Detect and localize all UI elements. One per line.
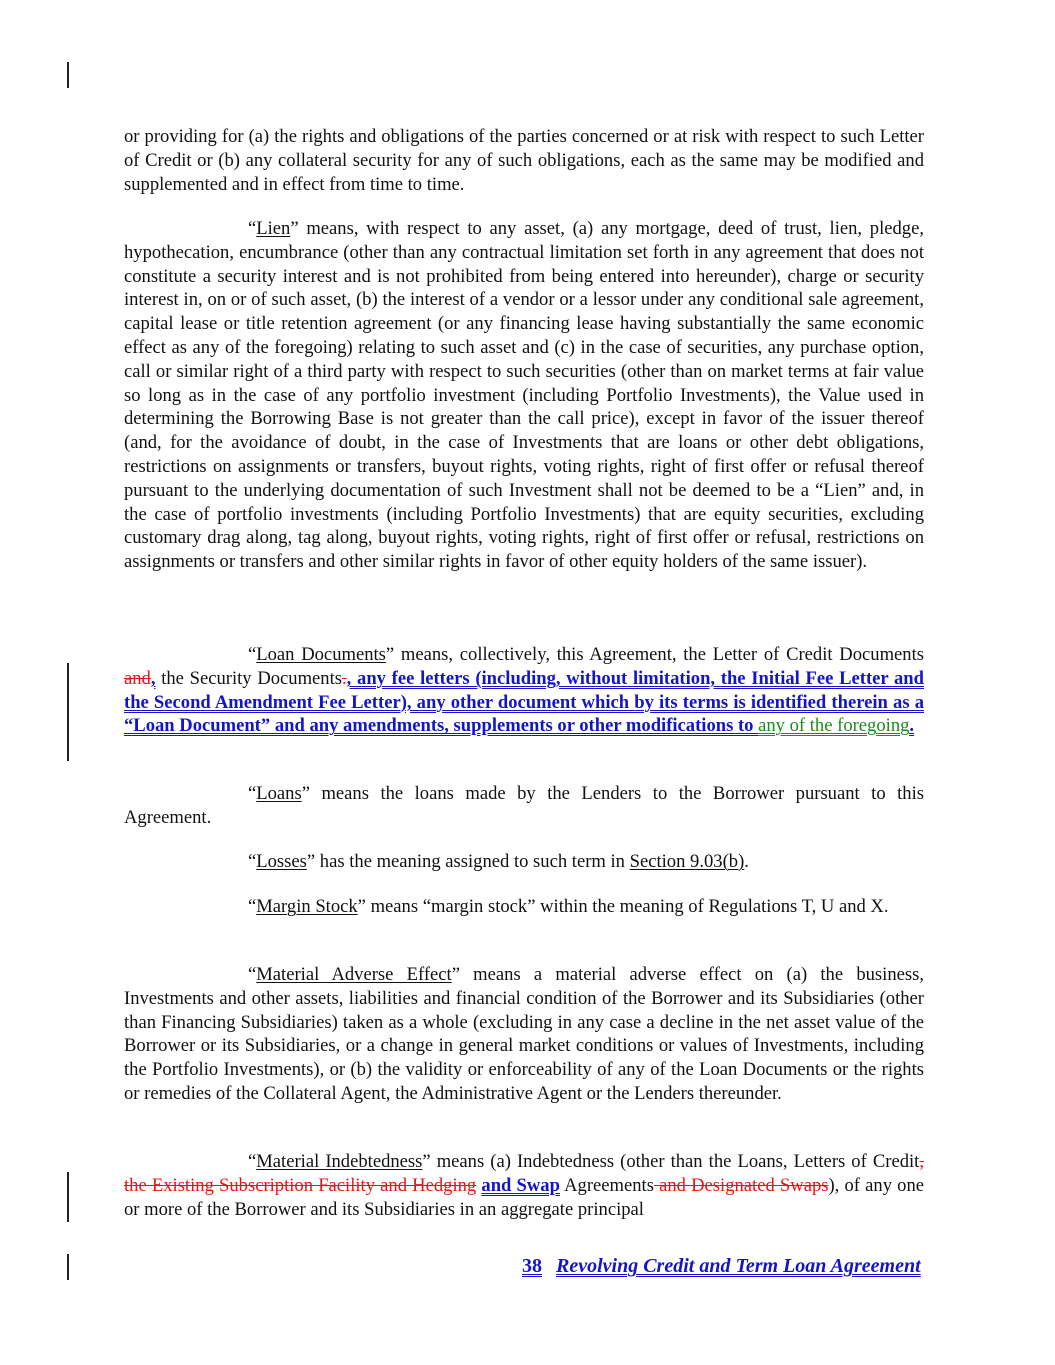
paragraph-continuation bbox=[124, 125, 924, 196]
deleted-text: . bbox=[342, 667, 347, 689]
definition-body: ” means a material adverse effect on (a) the business, Investments and other assets, liabilities and financial condition of the Borrower and its Subsidiaries (other than Financing Subsidiaries) taken as a whole (excluding in any case a decline in the net asset value of the Borrower or its Subsidiaries, or a change in general market conditions or values of Investments, including the Portfolio Investments), or (b) the validity or enforceability of any of the Loan Documents or the rights or remedies of the Collateral Agent, the Administrative Agent or the Lenders thereunder. bbox=[124, 964, 924, 1104]
defined-term: Margin Stock bbox=[256, 896, 358, 917]
defined-term: Material Adverse Effect bbox=[256, 964, 452, 985]
change-bar bbox=[67, 1254, 69, 1280]
change-bar bbox=[67, 62, 69, 88]
document-title: Revolving Credit and Term Loan Agreement bbox=[556, 1255, 921, 1277]
inserted-text: , any fee letters (including, without limitation, the Initial Fee Letter and the Second Amendment Fee Letter), any other document which by its terms is identified therein as a “Loan Document” and any amendments, supplements or other modifications to bbox=[124, 667, 924, 737]
change-bar bbox=[67, 663, 69, 761]
moved-text: any of the foregoing bbox=[758, 715, 910, 737]
inserted-text: and Swap bbox=[481, 1174, 560, 1196]
page-number: 38 bbox=[522, 1255, 542, 1277]
definition-lien: “Lien” means, with respect to any asset, (a) any mortgage, deed of trust, lien, pledge, hypothecation, encumbrance (other than any contractual limitation set forth in any agreement that does not constitute a security interest and is not prohibited from being entered into hereunder), charge or security interest in, on or of such asset, (b) the interest of a vendor or a lessor under any conditional sale agreement, capital lease or title retention agreement (or any financing lease having substantially the same economic effect as any of the foregoing) relating to such asset and (c) in the case of securities, any purchase option, call or similar right of a third party with respect to such securities (other than on market terms at fair value so long as in the case of any portfolio investment (including Portfolio Investments), the Value used in determining the Borrowing Base is not greater than the call price), except in favor of the issuer thereof (and, for the avoidance of doubt, in the case of Investments that are loans or other debt obligations, restrictions on assignments or transfers, buyout rights, voting rights, right of first offer or refusal thereof pursuant to the underlying documentation of such Investment shall not be deemed to be a “Lien” and, in the case of portfolio investments (including Portfolio Investments) that are equity securities, excluding customary drag along, tag along, buyout rights, voting rights, right of first offer or refusal, restrictions on assignments or transfers and other similar rights in favor of other equity holders of the same issuer). bbox=[124, 218, 924, 573]
defined-term: Loan Documents bbox=[256, 644, 386, 665]
defined-term: Lien bbox=[256, 218, 291, 239]
deleted-text: , the Existing Subscription Facility and Hedging bbox=[124, 1151, 924, 1196]
definition-body: ” means, with respect to any asset, (a) any mortgage, deed of trust, lien, pledge, hypothecation, encumbrance (other than any contractual limitation set forth in any agreement that does not constitute a security interest and is not prohibited from being entered into hereunder), charge or security interest in, on or of such asset, (b) the interest of a vendor or a lessor under any conditional sale agreement, capital lease or title retention agreement (or any financing lease having substantially the same economic effect as any of the foregoing) relating to such asset and (c) in the case of securities, any purchase option, call or similar right of a third party with respect to such securities (other than on market terms at fair value so long as in the case of any portfolio investment (including Portfolio Investments), the Value used in determining the Borrowing Base is not greater than the call price), except in favor of the issuer thereof (and, for the avoidance of doubt, in the case of Investments that are loans or other debt obligations, restrictions on assignments or transfers, buyout rights, voting rights, right of first offer or refusal thereof pursuant to the underlying documentation of such Investment shall not be deemed to be a “Lien” and, in the case of portfolio investments (including Portfolio Investments) that are equity securities, excluding customary drag along, tag along, buyout rights, voting rights, right of first offer or refusal, restrictions on assignments or transfers and other similar rights in favor of other equity holders of the same issuer). bbox=[124, 218, 924, 573]
deleted-text: and bbox=[124, 667, 151, 689]
section-reference[interactable]: Section 9.03(b) bbox=[629, 851, 745, 872]
definition-margin-stock: “Margin Stock” means “margin stock” within the meaning of Regulations T, U and X. bbox=[248, 896, 889, 917]
deleted-text: and Designated Swaps bbox=[653, 1174, 829, 1196]
inserted-text: , bbox=[150, 667, 156, 689]
definition-losses: “Losses” has the meaning assigned to such term in Section 9.03(b). bbox=[248, 851, 749, 872]
defined-term: Material Indebtedness bbox=[256, 1151, 423, 1172]
definition-body: ” means “margin stock” within the meaning of Regulations T, U and X. bbox=[357, 896, 889, 917]
definition-material-indebtedness: “Material Indebtedness” means (a) Indebtedness (other than the Loans, Letters of Credit, the Existing Subscription Facility and Hedging and Swap Agreements and Designated Swaps), of any one or more of the Borrower and its Subsidiaries in an aggregate principal bbox=[124, 1151, 924, 1220]
definition-material-adverse-effect: “Material Adverse Effect” means a material adverse effect on (a) the business, Investments and other assets, liabilities and financial condition of the Borrower and its Subsidiaries (other than Financing Subsidiaries) taken as a whole (excluding in any case a decline in the net asset value of the Borrower or its Subsidiaries, or a change in general market conditions or values of Investments, including the Portfolio Investments), or (b) the validity or enforceability of any of the Loan Documents or the rights or remedies of the Collateral Agent, the Administrative Agent or the Lenders thereunder. bbox=[124, 964, 924, 1104]
change-bar bbox=[67, 1172, 69, 1222]
definition-loans: “Loans” means the loans made by the Lenders to the Borrower pursuant to this Agreement. bbox=[124, 783, 924, 828]
definition-loan-documents: “Loan Documents” means, collectively, this Agreement, the Letter of Credit Documents and, the Security Documents., any fee letters (including, without limitation, the Initial Fee Letter and the Second Amendment Fee Letter), any other document which by its terms is identified therein as a “Loan Document” and any amendments, supplements or other modifications to any of the foregoing. bbox=[124, 644, 924, 737]
defined-term: Losses bbox=[256, 851, 307, 872]
inserted-text: . bbox=[909, 715, 915, 737]
page-footer bbox=[522, 1255, 921, 1278]
paragraph-text: or providing for (a) the rights and obligations of the parties concerned or at risk with respect to such Letter of Credit or (b) any collateral security for any of such obligations, each as the same may be modified and supplemented and in effect from time to time. bbox=[124, 126, 924, 195]
defined-term: Loans bbox=[256, 783, 302, 804]
definition-body: ” means the loans made by the Lenders to the Borrower pursuant to this Agreement. bbox=[124, 783, 924, 828]
